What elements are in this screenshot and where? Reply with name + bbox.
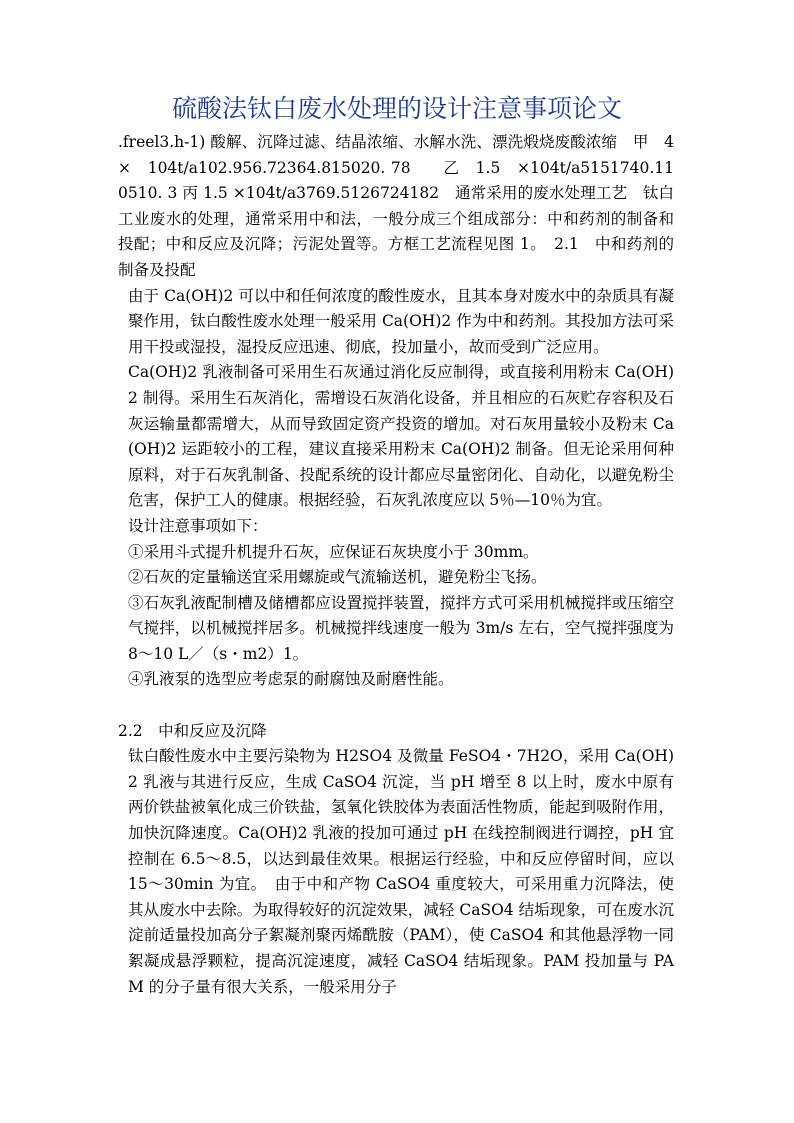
section-heading-2-2: 2.2 中和反应及沉降	[118, 721, 267, 740]
list-item-note-3: ③石灰乳液配制槽及储槽都应设置搅拌装置，搅拌方式可采用机械搅拌或压缩空气搅拌，以机械搅拌居多。机械搅拌线速度一般为 3m/s 左右，空气搅拌强度为 8～10 L／（s・m2）1。	[128, 593, 674, 663]
document-body	[118, 130, 690, 1000]
page-title: 硫酸法钛白废水处理的设计注意事项论文	[171, 94, 622, 123]
list-item-note-2: ②石灰的定量输送宜采用螺旋或气流输送机，避免粉尘飞扬。	[128, 568, 547, 587]
paragraph-neutralization: 钛白酸性废水中主要污染物为 H2SO4 及微量 FeSO4・7H2O，采用 Ca(OH)2 乳液与其进行反应，生成 CaSO4 沉淀，当 pH 增至 8 以上时，废水中原有两价铁盐被氧化成三价铁盐，氢氧化铁胶体为表面活性物质，能起到吸附作用，加快沉降速度。Ca(OH)2 乳液的投加可通过 pH 在线控制阀进行调控，pH 宜控制在 6.5～8.5，以达到最佳效果。根据运行经验，中和反应停留时间，应以 15～30min 为宜。 由于中和产物 CaSO4 重度较大，可采用重力沉降法，使其从废水中去除。为取得较好的沉淀效果，减轻 CaSO4 结垢现象，可在废水沉淀前适量投加高分子絮凝剂聚丙烯酰胺（PAM），使 CaSO4 和其他悬浮物一同絮凝成悬浮颗粒，提高沉淀速度，减轻 CaSO4 结垢现象。PAM 投加量与 PAM 的分子量有很大关系，一般采用分子	[128, 747, 674, 996]
paragraph-intro: .freel3.h-1) 酸解、沉降过滤、结晶浓缩、水解水洗、漂洗煅烧废酸浓缩 甲 4 × 104t/a102.956.72364.815020. 78 乙 1.5 ×104t/a5151740.110510. 3 丙 1.5 ×104t/a3769.5126724182 通常采用的废水处理工艺 钛白工业废水的处理，通常采用中和法，一般分成三个组成部分：中和药剂的制备和投配；中和反应及沉降；污泥处置等。方框工艺流程见图 1。 2.1 中和药剂的制备及投配	[118, 133, 690, 279]
paragraph-lime-milk-prep: Ca(OH)2 乳液制备可采用生石灰通过消化反应制得，或直接利用粉末 Ca(OH)2 制得。采用生石灰消化，需增设石灰消化设备，并且相应的石灰贮存容积及石灰运输量都需增大，从而导致固定资产投资的增加。对石灰用量较小及粉末 Ca(OH)2 运距较小的工程，建议直接采用粉末 Ca(OH)2 制备。但无论采用何种原料，对于石灰乳制备、投配系统的设计都应尽量密闭化、自动化，以避免粉尘危害，保护工人的健康。根据经验，石灰乳浓度应以 5％—10％为宜。	[128, 363, 674, 510]
paragraph-gap	[118, 693, 674, 719]
paragraph-design-notes-heading: 设计注意事项如下：	[128, 516, 268, 535]
list-item-note-4: ④乳液泵的选型应考虑泵的耐腐蚀及耐磨性能。	[128, 670, 454, 689]
paragraph-caoh2-reagent: 由于 Ca(OH)2 可以中和任何浓度的酸性废水，且其本身对废水中的杂质具有凝聚作用，钛白酸性废水处理一般采用 Ca(OH)2 作为中和药剂。其投加方法可采用干投或湿投，湿投反应迅速、彻底，投加量小，故而受到广泛应用。	[128, 286, 674, 356]
list-item-note-1: ①采用斗式提升机提升石灰，应保证石灰块度小于 30mm。	[128, 542, 539, 561]
